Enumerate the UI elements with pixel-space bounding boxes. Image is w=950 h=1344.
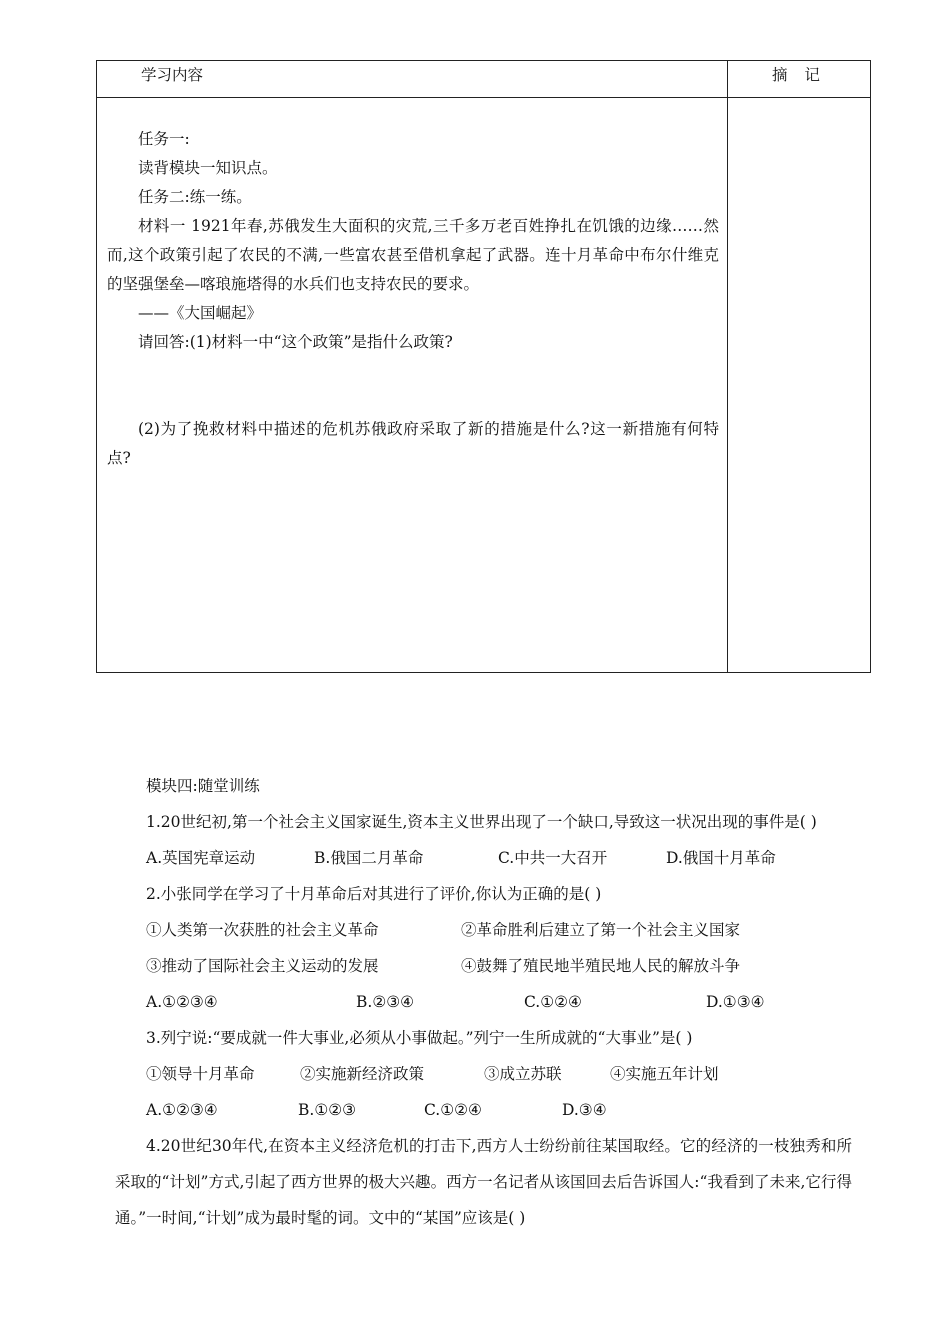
table-header-divider	[97, 97, 870, 98]
q2-item-2: ②革命胜利后建立了第一个社会主义国家	[461, 921, 741, 939]
q3-option-a: A.①②③④	[146, 1101, 218, 1119]
q3-item-1: ①领导十月革命	[146, 1065, 255, 1083]
task-one-label: 任务一:	[138, 130, 190, 148]
q3-item-2: ②实施新经济政策	[300, 1065, 425, 1083]
q2-item-3: ③推动了国际社会主义运动的发展	[146, 957, 379, 975]
study-content-cell	[107, 125, 719, 473]
q3-option-d: D.③④	[562, 1101, 607, 1119]
question-4-stem: 4.20世纪30年代,在资本主义经济危机的打击下,西方人士纷纷前往某国取经。它的经济的一枝独秀和所采取的“计划”方式,引起了西方世界的极大兴趣。西方一名记者从该国回去后告诉国人:“我看到了未来,它行得通。”一时间,“计划”成为最时髦的词。文中的“某国”应该是( )	[115, 1137, 852, 1227]
question-3-stem: 3.列宁说:“要成就一件大事业,必须从小事做起。”列宁一生所成就的“大事业”是( )	[146, 1029, 693, 1047]
question-2-options	[115, 984, 852, 1020]
material-source: ——《大国崛起》	[138, 304, 263, 322]
question-1-stem: 1.20世纪初,第一个社会主义国家诞生,资本主义世界出现了一个缺口,导致这一状况出现的事件是( )	[146, 813, 817, 831]
q3-item-3: ③成立苏联	[484, 1065, 562, 1083]
q1-option-c: C.中共一大召开	[498, 849, 608, 867]
q2-option-a: A.①②③④	[146, 993, 218, 1011]
task-two-label: 任务二:练一练。	[138, 188, 252, 206]
question-2-items-row2	[115, 948, 852, 984]
header-study-content: 学习内容	[141, 66, 204, 84]
q1-option-b: B.俄国二月革命	[314, 849, 424, 867]
q2-option-d: D.①③④	[706, 993, 765, 1011]
question-3-options	[115, 1092, 852, 1128]
table-column-divider	[727, 61, 728, 672]
section-title: 模块四:随堂训练	[146, 777, 260, 795]
q3-item-4: ④实施五年计划	[610, 1065, 719, 1083]
study-table	[96, 60, 871, 673]
q2-option-b: B.②③④	[356, 993, 415, 1011]
q3-option-b: B.①②③	[298, 1101, 357, 1119]
q1-option-d: D.俄国十月革命	[666, 849, 776, 867]
material-one-text: 材料一 1921年春,苏俄发生大面积的灾荒,三千多万老百姓挣扎在饥饿的边缘……然而,这个政策引起了农民的不满,一些富农甚至借机拿起了武器。连十月革命中布尔什维克的坚强堡垒—喀琅施塔得的水兵们也支持农民的要求。	[107, 217, 719, 293]
question-1-options	[115, 840, 852, 876]
practice-section	[115, 768, 852, 1236]
question-2-items-row1	[115, 912, 852, 948]
task-one-body: 读背模块一知识点。	[138, 159, 278, 177]
header-notes: 摘 记	[772, 66, 826, 84]
q3-option-c: C.①②④	[424, 1101, 482, 1119]
q1-option-a: A.英国宪章运动	[146, 849, 256, 867]
q2-item-4: ④鼓舞了殖民地半殖民地人民的解放斗争	[461, 957, 741, 975]
q2-option-c: C.①②④	[524, 993, 582, 1011]
question-3-items	[115, 1056, 852, 1092]
question-two: (2)为了挽救材料中描述的危机苏俄政府采取了新的措施是什么?这一新措施有何特点?	[107, 420, 719, 467]
q2-item-1: ①人类第一次获胜的社会主义革命	[146, 921, 379, 939]
question-one: 请回答:(1)材料一中“这个政策”是指什么政策?	[138, 333, 453, 351]
question-2-stem: 2.小张同学在学习了十月革命后对其进行了评价,你认为正确的是( )	[146, 885, 602, 903]
